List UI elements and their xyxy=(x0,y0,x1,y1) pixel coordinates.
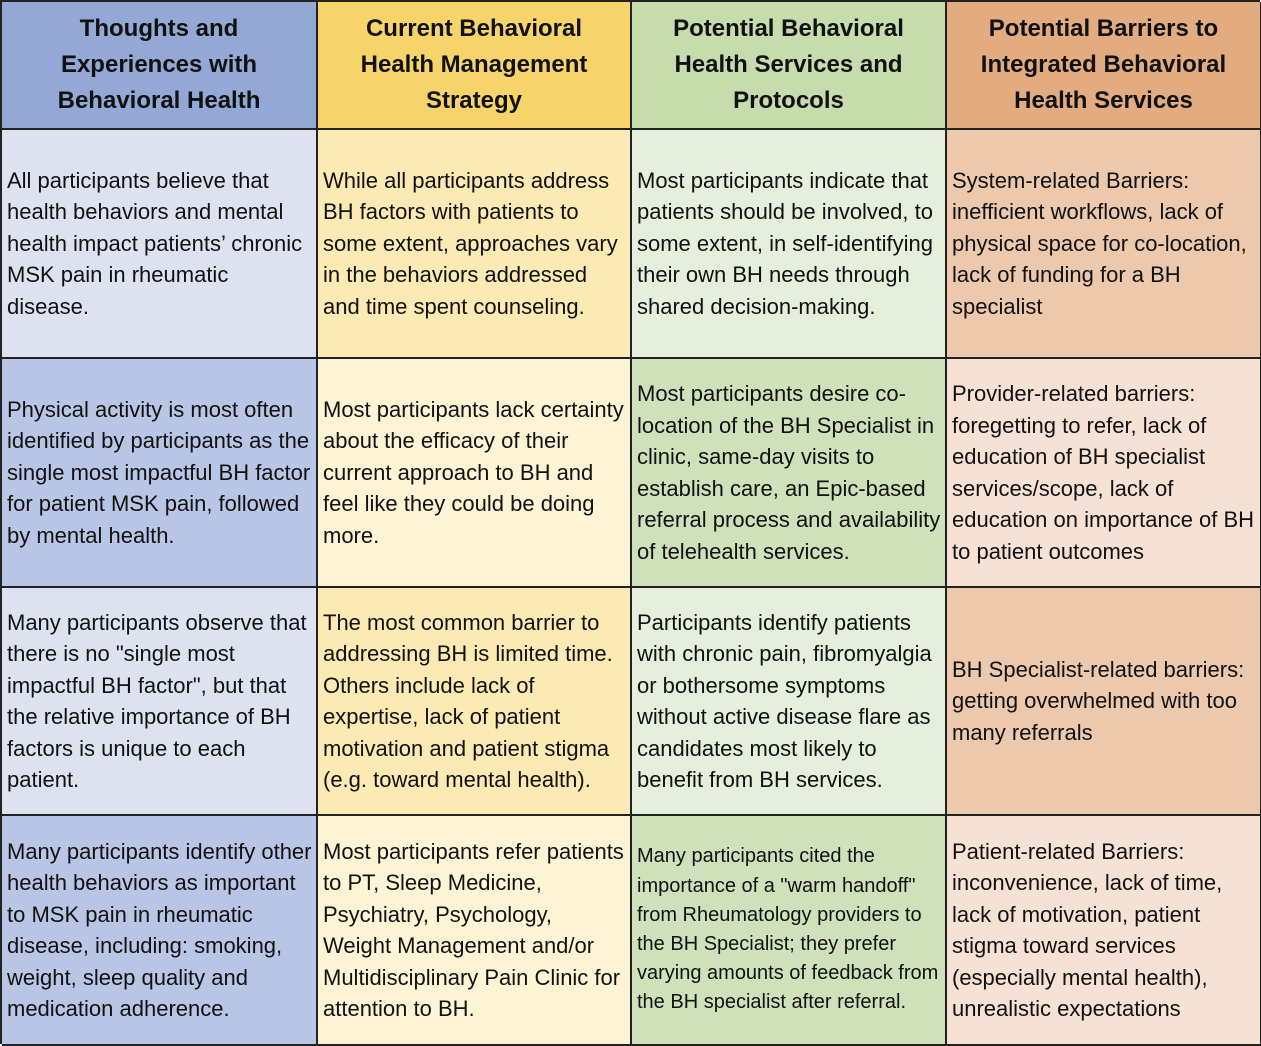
table-cell: System-related Barriers: inefficient workflows, lack of physical space for co-location, lack of funding for a BH specialist xyxy=(947,130,1261,359)
table-cell: All participants believe that health behaviors and mental health impact patients’ chronic MSK pain in rheumatic disease. xyxy=(2,130,318,359)
header-potential-barriers: Potential Barriers to Integrated Behavioral Health Services xyxy=(947,2,1261,130)
table-cell: Most participants desire co-location of the BH Specialist in clinic, same-day visits to establish care, an Epic-based referral process and availability of telehealth services. xyxy=(632,359,947,588)
table-cell: Physical activity is most often identified by participants as the single most impactful BH factor for patient MSK pain, followed by mental health. xyxy=(2,359,318,588)
header-thoughts-experiences: Thoughts and Experiences with Behavioral Health xyxy=(2,2,318,130)
header-current-strategy: Current Behavioral Health Management Strategy xyxy=(318,2,632,130)
table-cell: Many participants cited the importance of a "warm handoff" from Rheumatology providers to the BH Specialist; they prefer varying amounts of feedback from the BH specialist after referral. xyxy=(632,816,947,1046)
table-cell: Participants identify patients with chronic pain, fibromyalgia or bothersome symptoms without active disease flare as candidates most likely to benefit from BH services. xyxy=(632,588,947,816)
header-potential-services: Potential Behavioral Health Services and Protocols xyxy=(632,2,947,130)
table-cell: The most common barrier to addressing BH is limited time. Others include lack of expertise, lack of patient motivation and patient stigma (e.g. toward mental health). xyxy=(318,588,632,816)
table-cell: Most participants lack certainty about the efficacy of their current approach to BH and feel like they could be doing more. xyxy=(318,359,632,588)
table-cell: Many participants identify other health behaviors as important to MSK pain in rheumatic disease, including: smoking, weight, sleep quality and medication adherence. xyxy=(2,816,318,1046)
table-cell: BH Specialist-related barriers: getting overwhelmed with too many referrals xyxy=(947,588,1261,816)
table-cell: Patient-related Barriers: inconvenience, lack of time, lack of motivation, patient stigma toward services (especially mental health), unrealistic expectations xyxy=(947,816,1261,1046)
table-cell: Provider-related barriers: foregetting to refer, lack of education of BH specialist services/scope, lack of education on importance of BH to patient outcomes xyxy=(947,359,1261,588)
table-cell: Most participants refer patients to PT, Sleep Medicine, Psychiatry, Psychology, Weight Management and/or Multidisciplinary Pain Clinic for attention to BH. xyxy=(318,816,632,1046)
table-cell: Many participants observe that there is no "single most impactful BH factor", but that the relative importance of BH factors is unique to each patient. xyxy=(2,588,318,816)
table-cell: Most participants indicate that patients should be involved, to some extent, in self-identifying their own BH needs through shared decision-making. xyxy=(632,130,947,359)
table-cell: While all participants address BH factors with patients to some extent, approaches vary in the behaviors addressed and time spent counseling. xyxy=(318,130,632,359)
